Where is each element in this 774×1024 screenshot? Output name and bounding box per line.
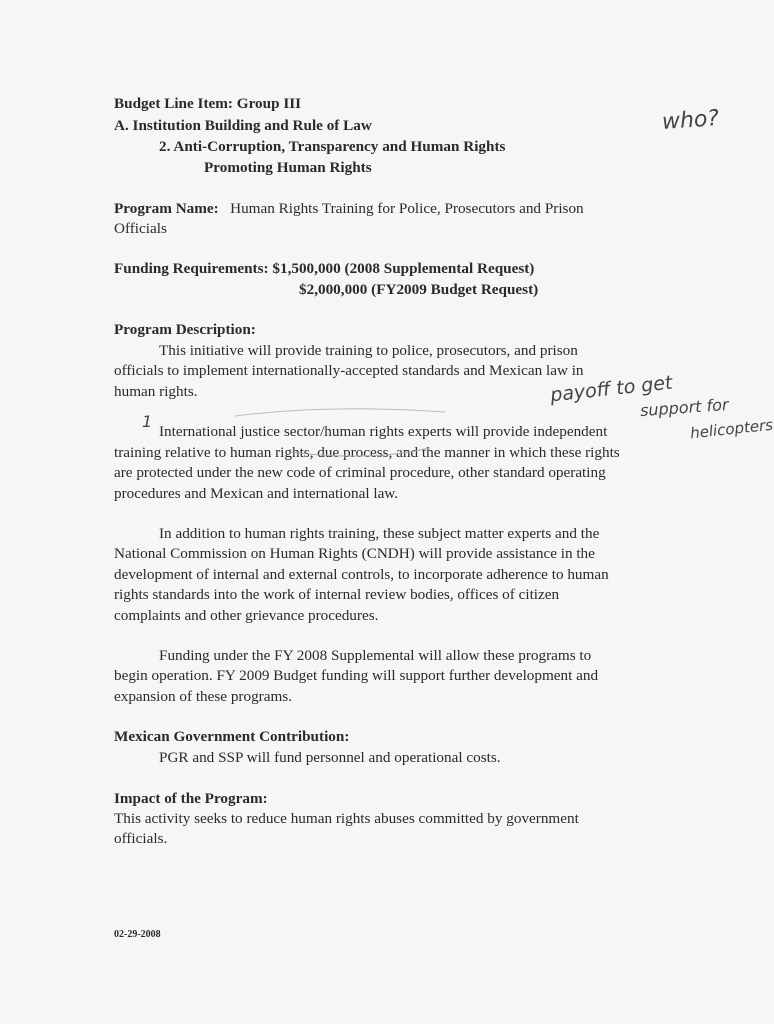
description-p3-line: rights standards into the work of internal review bodies, offices of citizen — [114, 586, 560, 603]
handwritten-mark: 1 — [142, 412, 153, 431]
description-p4-line: Funding under the FY 2008 Supplemental will allow these programs to — [159, 647, 592, 664]
handwritten-note-support: support for — [639, 394, 730, 421]
program-name-continued: Officials — [114, 220, 167, 237]
funding-2009: $2,000,000 (FY2009 Budget Request) — [299, 281, 539, 298]
description-p1-line: This initiative will provide training to police, prosecutors, and prison — [159, 342, 578, 359]
funding-2008: $1,500,000 (2008 Supplemental Request) — [272, 260, 535, 277]
program-description-heading: Program Description: — [114, 321, 256, 338]
description-p2-line: International justice sector/human rights experts will provide independent — [159, 423, 608, 440]
contribution-heading: Mexican Government Contribution: — [114, 728, 350, 745]
description-p3-line: complaints and other grievance procedures. — [114, 607, 379, 624]
program-name-value: Human Rights Training for Police, Prosecutors and Prison — [230, 200, 584, 217]
pencil-stroke — [235, 409, 445, 416]
description-p3-line: National Commission on Human Rights (CNDH) will provide assistance in the — [114, 545, 595, 562]
handwritten-note-who: who? — [661, 106, 720, 135]
contribution-text: PGR and SSP will fund personnel and operational costs. — [159, 749, 501, 766]
impact-text: This activity seeks to reduce human rights abuses committed by government — [114, 810, 579, 827]
description-p2-line: are protected under the new code of criminal procedure, other standard operating — [114, 464, 606, 481]
description-p3-line: In addition to human rights training, these subject matter experts and the — [159, 525, 600, 542]
document-date: 02-29-2008 — [114, 929, 161, 940]
handwritten-note-helicopters: helicopters — [689, 415, 774, 443]
pencil-underline — [290, 448, 430, 456]
description-p1-line: officials to implement internationally-accepted standards and Mexican law in — [114, 362, 584, 379]
description-p4-line: begin operation. FY 2009 Budget funding will support further development and — [114, 667, 599, 684]
program-name-label: Program Name: — [114, 200, 219, 217]
handwritten-note-payoff: payoff to get — [549, 371, 674, 407]
impact-text-continued: officials. — [114, 830, 168, 847]
budget-line-item: Budget Line Item: Group III — [114, 95, 302, 112]
description-p2-line: training relative to human rights, due process, and the manner in which these rights — [114, 444, 620, 461]
section-heading: A. Institution Building and Rule of Law — [114, 117, 372, 134]
description-p3-line: development of internal and external controls, to incorporate adherence to human — [114, 566, 609, 583]
subsection-heading: 2. Anti-Corruption, Transparency and Human Rights — [159, 138, 506, 155]
funding-label: Funding Requirements: — [114, 260, 269, 277]
description-p2-line: procedures and Mexican and international law. — [114, 485, 399, 502]
description-p4-line: expansion of these programs. — [114, 688, 292, 705]
subsection-subtitle: Promoting Human Rights — [204, 159, 372, 176]
description-p1-line: human rights. — [114, 383, 198, 400]
impact-heading: Impact of the Program: — [114, 790, 268, 807]
